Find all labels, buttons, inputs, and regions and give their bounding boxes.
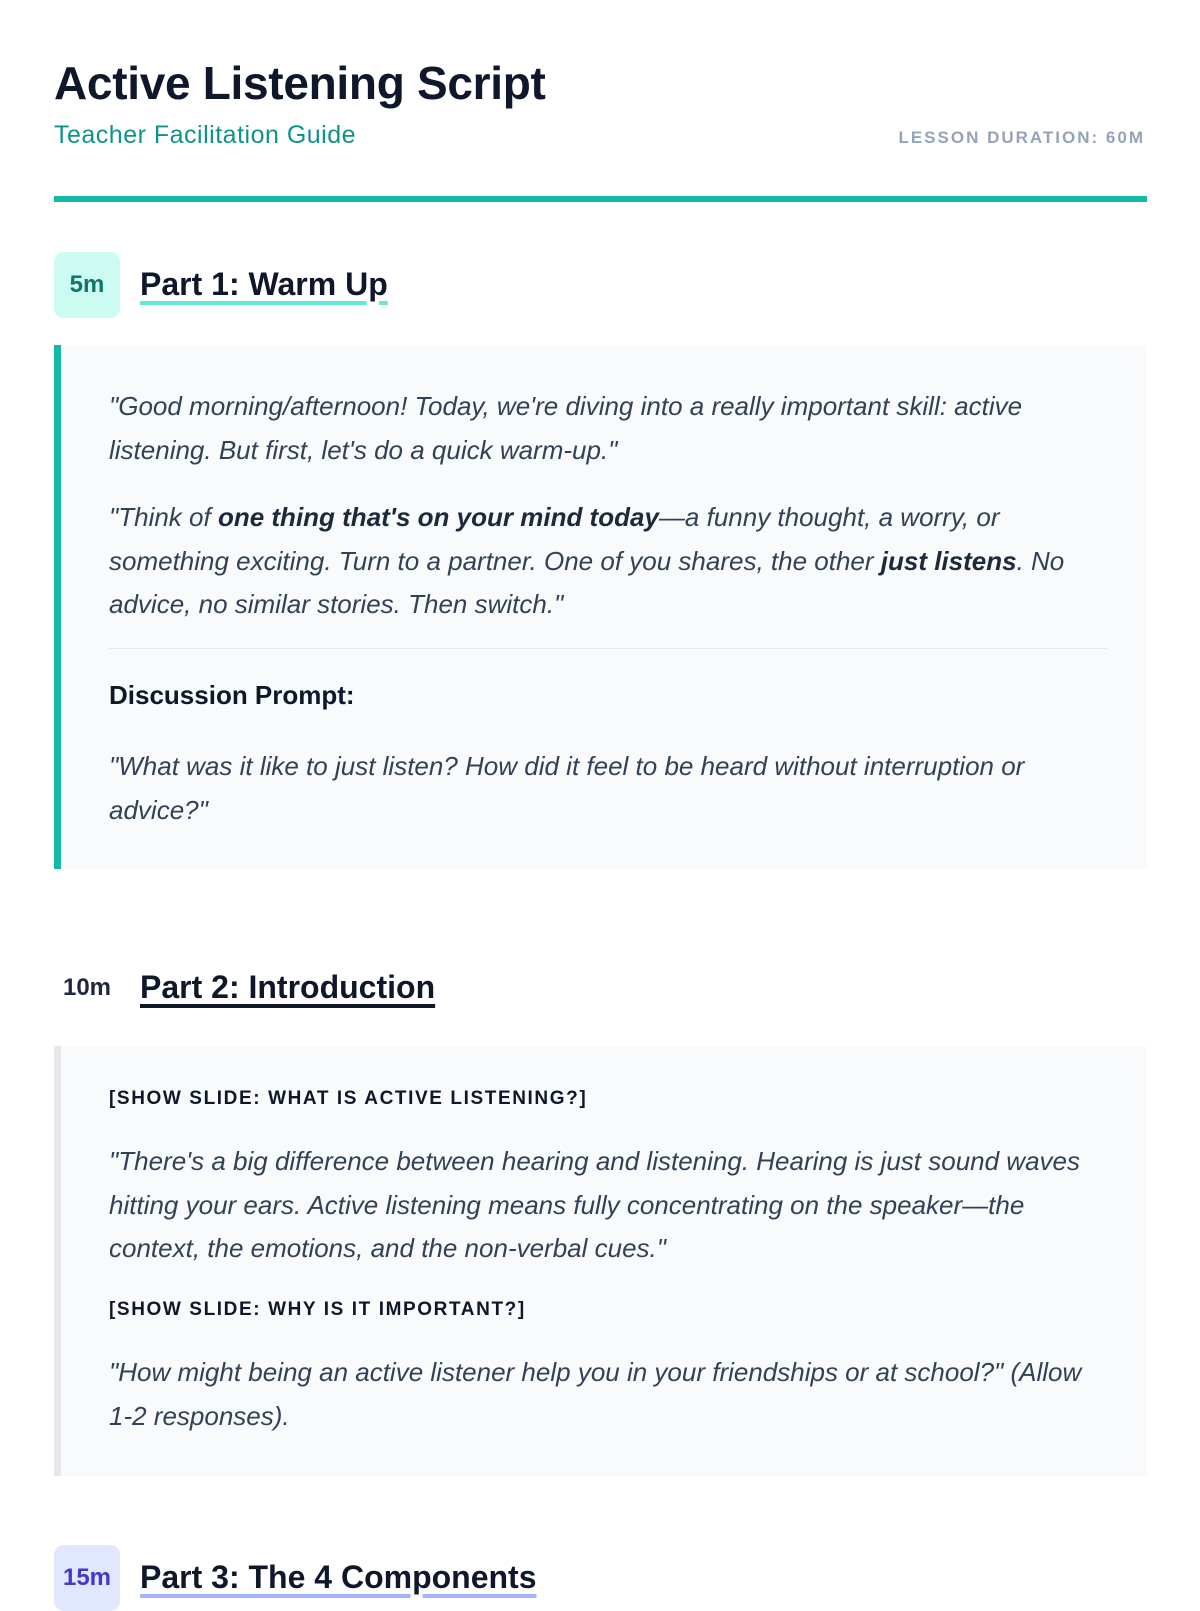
quote-emphasis: just listens <box>880 545 1017 576</box>
section-title: Part 1: Warm Up <box>140 265 388 302</box>
quote-text: . No advice, no similar stories. Then switch." <box>109 545 1065 619</box>
script-block-part-2 <box>54 1046 1147 1476</box>
time-badge: 10m <box>62 974 112 1001</box>
slide-cue: [SHOW SLIDE: WHAT IS ACTIVE LISTENING?] <box>109 1088 588 1109</box>
discussion-prompt-label: Discussion Prompt: <box>109 680 355 710</box>
quote-emphasis: one thing that's on your mind today <box>217 502 659 532</box>
slide-cue: [SHOW SLIDE: WHY IS IT IMPORTANT?] <box>109 1299 526 1320</box>
quote-text: —a funny thought, a worry, or something exciting. Turn to a partner. One of you shares, the other <box>109 502 1000 576</box>
lesson-page <box>54 0 1147 1595</box>
time-badge: 15m <box>54 1545 120 1611</box>
section-header-part-1 <box>54 252 388 318</box>
page-subtitle: Teacher Facilitation Guide <box>54 121 357 149</box>
script-quote: "How might being an active listener help you in your friendships or at school?" (Allow 1-2 responses). <box>109 1357 1082 1431</box>
script-block-part-1 <box>54 345 1147 869</box>
divider <box>109 648 1107 649</box>
page-title: Active Listening Script <box>54 57 546 109</box>
section-title: Part 2: Introduction <box>140 968 436 1005</box>
document-header <box>54 0 1147 204</box>
script-quote <box>109 496 1107 627</box>
section-title: Part 3: The 4 Components <box>140 1558 537 1595</box>
time-badge: 5m <box>54 252 120 318</box>
script-quote: "Good morning/afternoon! Today, we're diving into a really important skill: active listening. But first, let's do a quick warm-up." <box>109 391 1023 465</box>
header-divider <box>54 196 1147 202</box>
quote-text: "Think of <box>109 502 218 532</box>
discussion-prompt-text: "What was it like to just listen? How did it feel to be heard without interruption or advice?" <box>109 751 1025 825</box>
script-quote: "There's a big difference between hearing and listening. Hearing is just sound waves hitting your ears. Active listening means fully concentrating on the speaker—the context, the emotions, and the non-verbal cues." <box>109 1146 1080 1263</box>
lesson-duration: LESSON DURATION: 60M <box>898 128 1145 147</box>
section-header-part-3 <box>54 1545 537 1611</box>
section-header-part-2 <box>54 955 435 1021</box>
